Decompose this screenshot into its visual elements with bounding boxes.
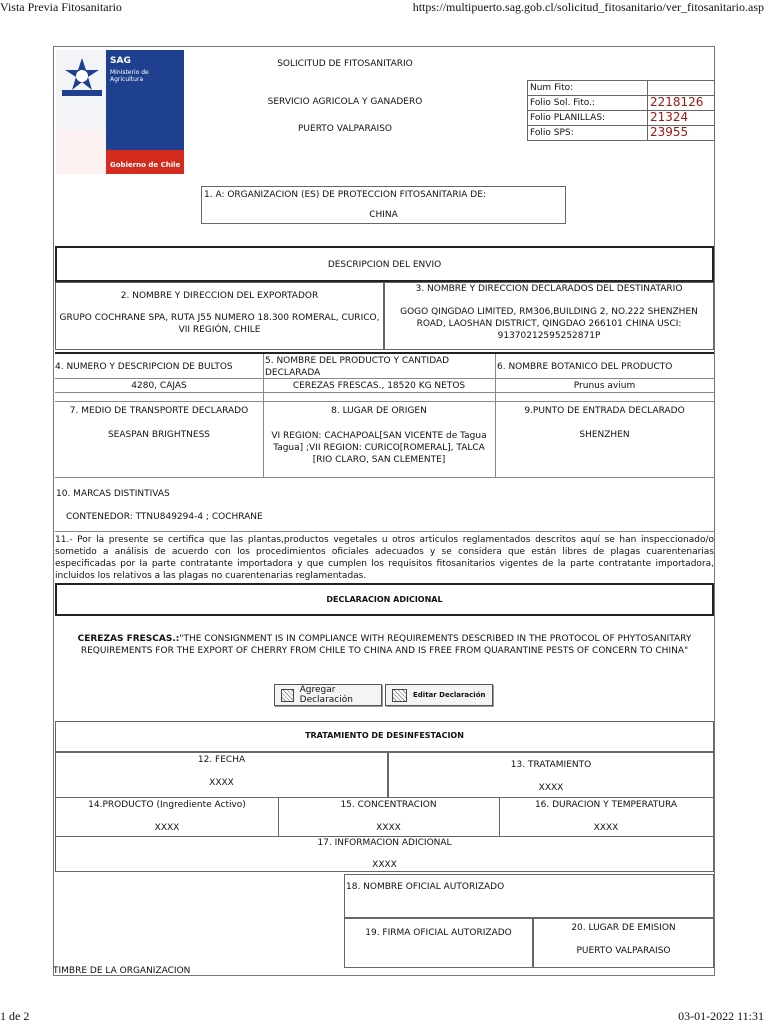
botanico-label: 6. NOMBRE BOTANICO DEL PRODUCTO [497, 362, 673, 372]
producto-value: CEREZAS FRESCAS., 18520 KG NETOS [292, 381, 466, 391]
tratamiento-label: 13. TRATAMIENTO [510, 760, 592, 770]
consignee-box [384, 282, 714, 350]
info-adicional-box [55, 836, 714, 872]
book-edit-icon [392, 689, 407, 702]
fecha-value: XXXX [209, 778, 234, 788]
folio-label-sol-fito: Folio Sol. Fito.: [530, 98, 595, 108]
editar-declaracion-label: Editar Declaración [413, 691, 486, 699]
fecha-box [55, 752, 388, 798]
coat-of-arms-icon [60, 56, 104, 98]
folio-label-num-fito: Num Fito: [530, 83, 574, 93]
section-1-value: CHINA [369, 210, 398, 220]
firma-oficial-label: 19. FIRMA OFICIAL AUTORIZADO [365, 928, 512, 938]
lugar-emision-value: PUERTO VALPARAISO [576, 946, 671, 956]
descripcion-envio-box [55, 246, 714, 282]
print-datetime: 03-01-2022 11:31 [678, 1009, 764, 1023]
lugar-emision-label: 20. LUGAR DE EMISION [571, 923, 676, 933]
folio-value-planillas: 21324 [650, 110, 689, 124]
row-4-6 [55, 352, 714, 402]
producto-activo-label: 14.PRODUCTO (Ingrediente Activo) [88, 800, 246, 810]
declaracion-body: "THE CONSIGNMENT IS IN COMPLIANCE WITH REQUIREMENTS DESCRIBED IN THE PROTOCOL OF PHYTOSANITARY REQUIREMENTS FOR THE EXPORT OF CHERRY FROM CHILE TO CHINA AND IS FREE FROM QUARANTINE PESTS OF CONCERN TO CHINA" [80, 634, 692, 656]
page-indicator: 1 de 2 [0, 1009, 30, 1023]
nombre-oficial-label: 18. NOMBRE OFICIAL AUTORIZADO [346, 882, 505, 892]
folio-label-sps: Folio SPS: [530, 128, 574, 138]
consignee-label: 3. NOMBRE Y DIRECCION DECLARADOS DEL DESTINATARIO [415, 284, 683, 294]
exporter-box [55, 282, 384, 350]
row-7-9 [55, 402, 714, 478]
print-title: Vista Previa Fitosanitario [0, 0, 122, 14]
row-14-16 [55, 798, 714, 836]
declaracion-title: DECLARACION ADICIONAL [326, 595, 443, 604]
port-name: PUERTO VALPARAISO [298, 124, 392, 134]
print-url: https://multipuerto.sag.gob.cl/solicitud_fitosanitario/ver_fitosanitario.asp [412, 0, 764, 14]
botanico-value: Prunus avium [573, 381, 636, 391]
lugar-emision-box [533, 918, 714, 968]
tratamiento-box [388, 752, 714, 798]
logo-ministerio: Ministerio de [110, 69, 149, 76]
editar-declaracion-button[interactable] [385, 684, 493, 706]
origen-label: 8. LUGAR DE ORIGEN [331, 406, 427, 416]
duracion-value: XXXX [593, 823, 619, 833]
duracion-label: 16. DURACION Y TEMPERATURA [534, 800, 678, 810]
producto-label: 5. NOMBRE DEL PRODUCTO Y CANTIDAD DECLARADA [265, 356, 450, 378]
timbre-label: TIMBRE DE LA ORGANIZACION [53, 966, 191, 976]
transporte-label: 7. MEDIO DE TRANSPORTE DECLARADO [69, 406, 249, 416]
document-title: SOLICITUD DE FITOSANITARIO [277, 59, 413, 69]
logo-sag: SAG [110, 56, 131, 66]
declaracion-product: CEREZAS FRESCAS.: [77, 634, 180, 644]
folio-value-sps: 23955 [650, 125, 689, 139]
exporter-label: 2. NOMBRE Y DIRECCION DEL EXPORTADOR [120, 291, 319, 301]
declaracion-header [55, 583, 714, 616]
folio-table [527, 80, 715, 141]
logo-gobierno: Gobierno de Chile [110, 161, 181, 169]
info-adicional-value: XXXX [372, 860, 397, 870]
fecha-label: 12. FECHA [197, 755, 246, 765]
tratamiento-title: TRATAMIENTO DE DESINFESTACION [305, 731, 464, 740]
agregar-declaracion-label: Agregar Declaración [299, 685, 353, 705]
descripcion-envio-title: DESCRIPCION DEL ENVIO [327, 260, 442, 270]
agency-name: SERVICIO AGRICOLA Y GANADERO [267, 97, 423, 107]
exporter-value: GRUPO COCHRANE SPA, RUTA J55 NUMERO 18.300 ROMERAL, CURICO, VII REGIÓN, CHILE [59, 313, 380, 335]
transporte-value: SEASPAN BRIGHTNESS [107, 430, 211, 440]
entrada-value: SHENZHEN [579, 430, 630, 440]
origen-value: VI REGION: CACHAPOAL[SAN VICENTE de Tagua Tagua] ;VII REGION: CURICO[ROMERAL], TALCA [RIO CLARO, SAN CLEMENTE] [271, 431, 487, 465]
marcas-value: CONTENEDOR: TTNU849294-4 ; COCHRANE [66, 512, 263, 522]
bultos-label: 4. NUMERO Y DESCRIPCION DE BULTOS [55, 362, 233, 372]
concentracion-value: XXXX [376, 823, 401, 833]
consignee-value: GOGO QINGDAO LIMITED, RM306,BUILDING 2, NO.222 SHENZHEN ROAD, LAOSHAN DISTRICT, QINGDAO 266101 CHINA USCI: 91370212595252871P [400, 307, 698, 341]
nombre-oficial-box [344, 874, 714, 918]
marcas-label: 10. MARCAS DISTINTIVAS [56, 489, 170, 499]
certificacion-text: 11.- Por la presente se certifica que las plantas,productos vegetales u otros articulos reglamentados descritos aquí se han inspeccionado/o sometido a análisis de acuerdo con los procedimientos oficiales adecuados y se considera que están libres de plagas cuarentenarias especificadas por la parte contratante importadora y que cumplen los requisitos fitosanitarios vigentes de la parte contratante importadora, incluidos los relativos a las plagas no cuarentenarias reglamentadas. [55, 535, 714, 581]
tratamiento-value: XXXX [538, 783, 564, 793]
bultos-value: 4280, CAJAS [131, 381, 187, 391]
tratamiento-header [55, 721, 714, 752]
folio-label-planillas: Folio PLANILLAS: [530, 113, 606, 123]
agregar-declaracion-button[interactable] [274, 684, 382, 706]
folio-value-sol-fito: 2218126 [650, 95, 704, 109]
firma-oficial-box [344, 918, 533, 968]
logo-agricultura: Agricultura [110, 76, 144, 83]
concentracion-label: 15. CONCENTRACION [340, 800, 437, 810]
entrada-label: 9.PUNTO DE ENTRADA DECLARADO [524, 406, 685, 416]
document-edit-icon [281, 689, 294, 702]
section-1-label: 1. A: ORGANIZACION (ES) DE PROTECCION FITOSANITARIA DE: [204, 190, 486, 200]
info-adicional-label: 17. INFORMACION ADICIONAL [317, 838, 452, 848]
section-1-box [201, 186, 566, 224]
declaracion-text [62, 633, 707, 657]
sag-logo [56, 50, 184, 174]
producto-activo-value: XXXX [154, 823, 180, 833]
